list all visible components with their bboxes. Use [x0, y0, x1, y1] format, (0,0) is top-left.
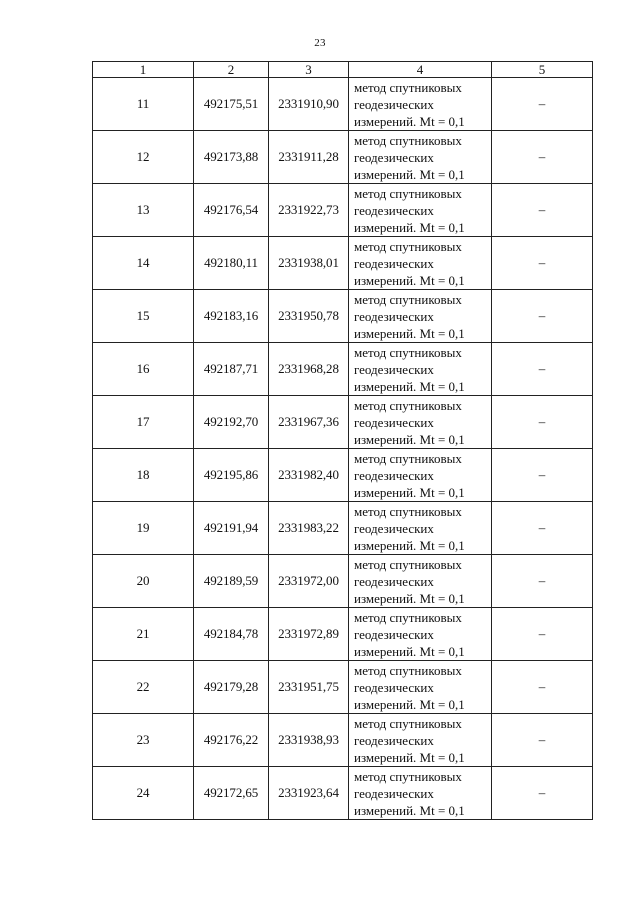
note-cell: –	[492, 131, 593, 184]
coordinate-y-cell: 2331951,75	[269, 661, 349, 714]
point-number-cell: 23	[93, 714, 194, 767]
table-row	[93, 131, 593, 184]
note-cell: –	[492, 608, 593, 661]
coordinate-x-cell: 492191,94	[194, 502, 269, 555]
coordinate-x-cell: 492184,78	[194, 608, 269, 661]
method-cell	[349, 237, 492, 290]
point-number-cell: 13	[93, 184, 194, 237]
method-line: метод спутниковых	[354, 185, 462, 201]
method-line: измерений. Mt = 0,1	[354, 696, 465, 712]
header-col-1: 1	[93, 62, 194, 78]
method-line: геодезических	[354, 626, 434, 642]
method-line: метод спутниковых	[354, 397, 462, 413]
point-number-cell: 19	[93, 502, 194, 555]
table-header	[93, 62, 593, 78]
method-line: геодезических	[354, 732, 434, 748]
method-line: метод спутниковых	[354, 238, 462, 254]
header-col-5: 5	[492, 62, 593, 78]
coordinate-x-cell: 492173,88	[194, 131, 269, 184]
table-row	[93, 608, 593, 661]
method-line: измерений. Mt = 0,1	[354, 643, 465, 659]
coordinate-y-cell: 2331950,78	[269, 290, 349, 343]
note-cell: –	[492, 237, 593, 290]
table-row	[93, 714, 593, 767]
coordinate-y-cell: 2331922,73	[269, 184, 349, 237]
table-row	[93, 767, 593, 820]
method-line: измерений. Mt = 0,1	[354, 749, 465, 765]
table-row	[93, 555, 593, 608]
point-number-cell: 14	[93, 237, 194, 290]
table-row	[93, 396, 593, 449]
note-cell: –	[492, 555, 593, 608]
method-cell	[349, 78, 492, 131]
method-line: метод спутниковых	[354, 450, 462, 466]
note-cell: –	[492, 184, 593, 237]
method-cell	[349, 290, 492, 343]
header-col-3: 3	[269, 62, 349, 78]
coordinate-y-cell: 2331972,00	[269, 555, 349, 608]
method-line: геодезических	[354, 361, 434, 377]
coordinate-y-cell: 2331967,36	[269, 396, 349, 449]
note-cell: –	[492, 714, 593, 767]
coordinate-y-cell: 2331972,89	[269, 608, 349, 661]
point-number-cell: 16	[93, 343, 194, 396]
method-line: геодезических	[354, 96, 434, 112]
method-line: геодезических	[354, 573, 434, 589]
method-line: метод спутниковых	[354, 609, 462, 625]
method-line: геодезических	[354, 149, 434, 165]
point-number-cell: 21	[93, 608, 194, 661]
table-row	[93, 343, 593, 396]
method-cell	[349, 184, 492, 237]
method-line: измерений. Mt = 0,1	[354, 166, 465, 182]
method-line: измерений. Mt = 0,1	[354, 272, 465, 288]
method-cell	[349, 661, 492, 714]
method-line: измерений. Mt = 0,1	[354, 590, 465, 606]
coordinate-x-cell: 492192,70	[194, 396, 269, 449]
method-line: геодезических	[354, 520, 434, 536]
note-cell: –	[492, 78, 593, 131]
method-line: геодезических	[354, 255, 434, 271]
method-cell	[349, 502, 492, 555]
coordinate-x-cell: 492179,28	[194, 661, 269, 714]
coordinate-y-cell: 2331911,28	[269, 131, 349, 184]
table-row	[93, 290, 593, 343]
coordinate-y-cell: 2331968,28	[269, 343, 349, 396]
method-line: метод спутниковых	[354, 503, 462, 519]
point-number-cell: 18	[93, 449, 194, 502]
note-cell: –	[492, 449, 593, 502]
method-line: геодезических	[354, 308, 434, 324]
coordinate-x-cell: 492176,54	[194, 184, 269, 237]
note-cell: –	[492, 343, 593, 396]
point-number-cell: 11	[93, 78, 194, 131]
method-line: метод спутниковых	[354, 768, 462, 784]
method-cell	[349, 131, 492, 184]
coordinate-x-cell: 492180,11	[194, 237, 269, 290]
coordinate-x-cell: 492187,71	[194, 343, 269, 396]
coordinate-y-cell: 2331910,90	[269, 78, 349, 131]
page-number: 23	[314, 37, 326, 49]
method-line: измерений. Mt = 0,1	[354, 431, 465, 447]
header-col-2: 2	[194, 62, 269, 78]
note-cell: –	[492, 502, 593, 555]
method-line: геодезических	[354, 679, 434, 695]
coordinate-x-cell: 492175,51	[194, 78, 269, 131]
method-line: геодезических	[354, 785, 434, 801]
point-number-cell: 24	[93, 767, 194, 820]
point-number-cell: 22	[93, 661, 194, 714]
method-line: измерений. Mt = 0,1	[354, 113, 465, 129]
method-cell	[349, 767, 492, 820]
table-row	[93, 449, 593, 502]
point-number-cell: 20	[93, 555, 194, 608]
method-line: метод спутниковых	[354, 556, 462, 572]
coordinate-x-cell: 492195,86	[194, 449, 269, 502]
coordinate-x-cell: 492176,22	[194, 714, 269, 767]
point-number-cell: 12	[93, 131, 194, 184]
method-line: измерений. Mt = 0,1	[354, 378, 465, 394]
table-row	[93, 78, 593, 131]
header-col-4: 4	[349, 62, 492, 78]
note-cell: –	[492, 767, 593, 820]
method-line: измерений. Mt = 0,1	[354, 219, 465, 235]
method-cell	[349, 396, 492, 449]
header-row	[93, 62, 593, 78]
method-line: геодезических	[354, 467, 434, 483]
method-line: измерений. Mt = 0,1	[354, 802, 465, 818]
table-row	[93, 237, 593, 290]
method-line: метод спутниковых	[354, 662, 462, 678]
coordinate-y-cell: 2331923,64	[269, 767, 349, 820]
coordinate-y-cell: 2331938,93	[269, 714, 349, 767]
note-cell: –	[492, 661, 593, 714]
table-row	[93, 502, 593, 555]
table-body	[93, 78, 593, 820]
coordinate-x-cell: 492172,65	[194, 767, 269, 820]
method-cell	[349, 608, 492, 661]
method-cell	[349, 449, 492, 502]
coordinate-y-cell: 2331938,01	[269, 237, 349, 290]
point-number-cell: 15	[93, 290, 194, 343]
point-number-cell: 17	[93, 396, 194, 449]
method-cell	[349, 555, 492, 608]
note-cell: –	[492, 290, 593, 343]
method-line: метод спутниковых	[354, 79, 462, 95]
method-line: метод спутниковых	[354, 715, 462, 731]
method-line: измерений. Mt = 0,1	[354, 484, 465, 500]
method-line: метод спутниковых	[354, 291, 462, 307]
coordinate-x-cell: 492183,16	[194, 290, 269, 343]
note-cell: –	[492, 396, 593, 449]
coordinate-y-cell: 2331983,22	[269, 502, 349, 555]
method-line: геодезических	[354, 414, 434, 430]
coordinates-table	[92, 61, 593, 820]
table-row	[93, 661, 593, 714]
method-line: геодезических	[354, 202, 434, 218]
method-cell	[349, 714, 492, 767]
table-row	[93, 184, 593, 237]
method-line: измерений. Mt = 0,1	[354, 325, 465, 341]
method-line: метод спутниковых	[354, 132, 462, 148]
coordinate-x-cell: 492189,59	[194, 555, 269, 608]
method-cell	[349, 343, 492, 396]
coordinate-y-cell: 2331982,40	[269, 449, 349, 502]
method-line: измерений. Mt = 0,1	[354, 537, 465, 553]
method-line: метод спутниковых	[354, 344, 462, 360]
